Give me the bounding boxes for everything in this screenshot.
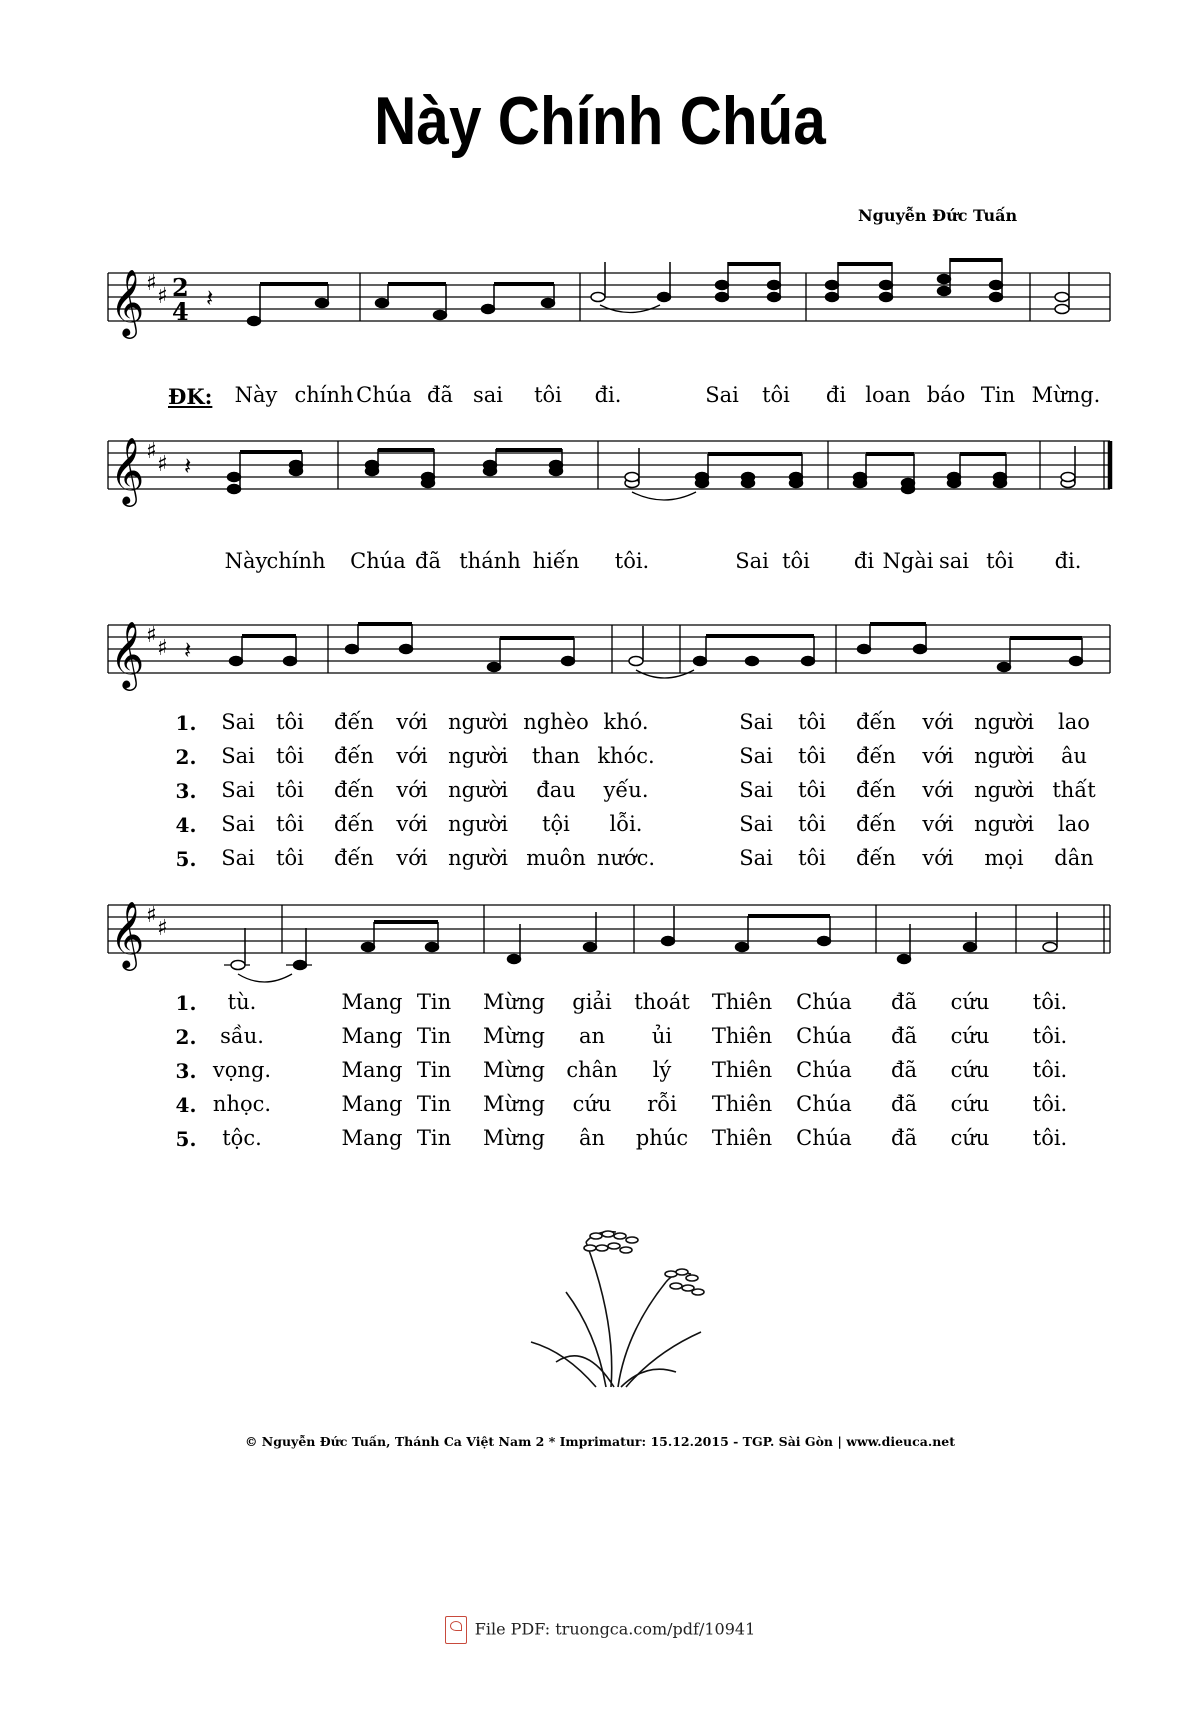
lyric-word: cứu	[572, 1092, 612, 1116]
lyric-word: tôi.	[1032, 990, 1068, 1014]
lyric-word: âu	[1060, 744, 1088, 768]
lyric-word: Chúa	[796, 990, 852, 1014]
treble-clef-icon: 𝄞	[110, 620, 145, 688]
lyric-word: Sai	[221, 812, 255, 836]
lyric-word: Sai	[221, 778, 255, 802]
lyric-word: Sai	[739, 710, 773, 734]
lyric-word: chính	[266, 549, 326, 573]
lyric-word: Thiên	[711, 1024, 773, 1048]
verse-number: 5.	[175, 1127, 197, 1151]
lyric-word: khóc.	[597, 744, 655, 768]
lyric-word: đến	[334, 812, 374, 836]
lyric-word: Sai	[735, 549, 769, 573]
lyric-word: hiến	[532, 549, 580, 573]
lyric-word: báo	[926, 383, 966, 407]
lyric-word: tôi	[986, 549, 1014, 573]
lyric-word: tôi	[798, 744, 826, 768]
lyric-word: muôn	[526, 846, 586, 870]
lyric-word: với	[922, 744, 954, 768]
lyric-word: đi	[853, 549, 875, 573]
lyric-word: tôi	[782, 549, 810, 573]
lyric-word: lỗi.	[609, 812, 643, 836]
lyric-word: lao	[1058, 710, 1090, 734]
lyric-word: người	[974, 710, 1034, 734]
lyric-word: với	[922, 778, 954, 802]
key-sharp-icon: ♯	[146, 903, 157, 928]
key-sharp-icon: ♯	[157, 284, 168, 309]
lyric-word: ân	[578, 1126, 606, 1150]
lyric-word: đã	[891, 1058, 917, 1082]
lyric-word: đã	[891, 1024, 917, 1048]
lyric-word: Ngài	[882, 549, 934, 573]
lyric-word: với	[922, 710, 954, 734]
lyric-word: sai	[938, 549, 970, 573]
lyric-word: cứu	[950, 1126, 990, 1150]
lyric-word: Chúa	[796, 1126, 852, 1150]
lyric-word: Mừng	[483, 1092, 545, 1116]
key-sharp-icon: ♯	[157, 916, 168, 941]
lyric-word: Chúa	[796, 1092, 852, 1116]
lyric-word: tôi	[798, 846, 826, 870]
lyric-word: tôi.	[1032, 1126, 1068, 1150]
lyric-word: với	[396, 778, 428, 802]
lyric-word: chân	[566, 1058, 618, 1082]
lyric-word: Thiên	[711, 1058, 773, 1082]
lyric-word: cứu	[950, 1092, 990, 1116]
staff-system-4	[0, 880, 1200, 990]
lyric-word: đến	[856, 846, 896, 870]
lyric-word: mọi	[984, 846, 1024, 870]
lyric-word: đi.	[594, 383, 622, 407]
lyric-word: Sai	[739, 812, 773, 836]
lyric-word: loan	[865, 383, 911, 407]
verse-number: 1.	[175, 711, 197, 735]
treble-clef-icon: 𝄞	[110, 436, 145, 504]
lyric-word: đi	[825, 383, 847, 407]
lyric-word: tôi	[276, 812, 304, 836]
lyric-word: nghèo	[523, 710, 589, 734]
lyric-word: nhọc.	[212, 1092, 272, 1116]
verse-number: 2.	[175, 745, 197, 769]
lyric-word: người	[974, 812, 1034, 836]
lyric-word: tôi	[798, 778, 826, 802]
lyric-word: đã	[891, 1126, 917, 1150]
lyric-word: Mang	[341, 1092, 403, 1116]
treble-clef-icon: 𝄞	[110, 268, 145, 336]
lyric-word: đau	[536, 778, 576, 802]
verse-number: 3.	[175, 779, 197, 803]
lyric-word: Mừng	[483, 1126, 545, 1150]
verse-number: 3.	[175, 1059, 197, 1083]
pdf-file-icon	[445, 1616, 467, 1644]
lyric-word: thất	[1052, 778, 1096, 802]
lyric-word: người	[974, 778, 1034, 802]
lyric-word: Mang	[341, 990, 403, 1014]
rest-icon: 𝄽	[206, 284, 214, 312]
lyric-word: Chúa	[356, 383, 412, 407]
lyric-word: chính	[294, 383, 354, 407]
key-sharp-icon: ♯	[157, 636, 168, 661]
staff-system-3	[0, 600, 1200, 710]
lyric-word: Sai	[221, 710, 255, 734]
lyric-word: Sai	[739, 846, 773, 870]
lyric-word: tội	[542, 812, 570, 836]
lyric-word: tù.	[227, 990, 257, 1014]
lyric-word: tôi	[762, 383, 790, 407]
song-title: Này Chính Chúa	[374, 83, 826, 159]
lyric-word: than	[531, 744, 581, 768]
lyric-word: lao	[1058, 812, 1090, 836]
lyric-word: với	[396, 846, 428, 870]
lyric-word: Mừng	[483, 990, 545, 1014]
rice-stalk-illustration	[526, 1222, 726, 1392]
lyric-word: phúc	[635, 1126, 689, 1150]
lyric-word: ủi	[651, 1024, 673, 1048]
lyric-word: Mừng	[483, 1058, 545, 1082]
lyric-word: vọng.	[212, 1058, 272, 1082]
key-sharp-icon: ♯	[157, 452, 168, 477]
lyric-word: đến	[856, 710, 896, 734]
verse-number: 2.	[175, 1025, 197, 1049]
pdf-link-row[interactable]	[0, 1616, 1200, 1644]
lyric-word: Chúa	[796, 1024, 852, 1048]
lyric-word: tôi.	[1032, 1058, 1068, 1082]
lyric-word: Chúa	[796, 1058, 852, 1082]
verse-number: 5.	[175, 847, 197, 871]
lyric-word: Thiên	[711, 1126, 773, 1150]
lyric-word: cứu	[950, 990, 990, 1014]
lyric-word: tôi	[276, 744, 304, 768]
lyric-word: với	[396, 710, 428, 734]
pdf-link-text[interactable]: File PDF: truongca.com/pdf/10941	[474, 1619, 756, 1639]
lyric-word: người	[448, 710, 508, 734]
lyric-word: đến	[856, 744, 896, 768]
copyright-footer: © Nguyễn Đức Tuấn, Thánh Ca Việt Nam 2 * Imprimatur: 15.12.2015 - TGP. Sài Gòn | www.dieuca.net	[244, 1434, 956, 1449]
lyric-word: an	[578, 1024, 606, 1048]
lyric-word: giải	[572, 990, 612, 1014]
lyric-word: đã	[891, 990, 917, 1014]
lyric-word: Chúa	[350, 549, 406, 573]
verse-number: 1.	[175, 991, 197, 1015]
key-sharp-icon: ♯	[146, 623, 157, 648]
lyric-word: Sai	[221, 846, 255, 870]
lyric-word: Tin	[416, 1126, 452, 1150]
lyric-word: nước.	[596, 846, 656, 870]
lyric-word: đã	[891, 1092, 917, 1116]
lyric-word: Sai	[705, 383, 739, 407]
lyric-word: người	[448, 812, 508, 836]
lyric-word: Tin	[416, 1092, 452, 1116]
lyric-word: Sai	[739, 744, 773, 768]
rest-icon: 𝄽	[184, 636, 192, 664]
lyric-word: Tin	[416, 990, 452, 1014]
staff-system-1	[0, 248, 1200, 358]
lyric-word: với	[922, 812, 954, 836]
key-sharp-icon: ♯	[146, 271, 157, 296]
lyric-word: lý	[652, 1058, 672, 1082]
lyric-word: đã	[427, 383, 453, 407]
lyric-word: tôi	[276, 710, 304, 734]
time-sig-top: 2	[172, 273, 189, 302]
lyric-word: với	[922, 846, 954, 870]
lyric-word: thoát	[634, 990, 690, 1014]
lyric-word: đã	[415, 549, 441, 573]
lyric-word: tôi	[798, 710, 826, 734]
lyric-word: tôi.	[1032, 1092, 1068, 1116]
lyric-word: cứu	[950, 1058, 990, 1082]
lyric-word: Thiên	[711, 990, 773, 1014]
lyric-word: sầu.	[220, 1024, 264, 1048]
lyric-word: người	[974, 744, 1034, 768]
lyric-word: tôi	[276, 778, 304, 802]
lyric-word: Mang	[341, 1126, 403, 1150]
rest-icon: 𝄽	[184, 452, 192, 480]
verse-number: 4.	[175, 813, 197, 837]
treble-clef-icon: 𝄞	[110, 900, 145, 968]
lyric-word: tôi	[276, 846, 304, 870]
lyric-word: đến	[856, 812, 896, 836]
lyric-word: Tin	[416, 1058, 452, 1082]
lyric-word: người	[448, 846, 508, 870]
lyric-word: Thiên	[711, 1092, 773, 1116]
lyric-word: rỗi	[647, 1092, 677, 1116]
lyric-word: Sai	[221, 744, 255, 768]
lyric-word: Mừng	[483, 1024, 545, 1048]
lyric-word: Mang	[341, 1058, 403, 1082]
lyric-word: tôi	[798, 812, 826, 836]
lyric-word: Sai	[739, 778, 773, 802]
lyric-word: khó.	[603, 710, 649, 734]
lyric-word: Tin	[980, 383, 1016, 407]
lyric-word: đến	[334, 710, 374, 734]
verse-number: 4.	[175, 1093, 197, 1117]
lyric-word: thánh	[459, 549, 521, 573]
lyric-word: với	[396, 744, 428, 768]
lyric-word: cứu	[950, 1024, 990, 1048]
lyric-word: đến	[856, 778, 896, 802]
lyric-word: Mừng.	[1031, 383, 1101, 407]
lyric-word: đến	[334, 778, 374, 802]
staff-system-2	[0, 416, 1200, 526]
time-sig-bottom: 4	[172, 297, 189, 326]
lyric-word: sai	[472, 383, 504, 407]
lyric-word: tôi.	[1032, 1024, 1068, 1048]
lyric-word: người	[448, 778, 508, 802]
lyric-word: tộc.	[222, 1126, 262, 1150]
lyric-word: Tin	[416, 1024, 452, 1048]
lyric-word: đến	[334, 744, 374, 768]
lyric-word: Này	[224, 549, 268, 573]
lyric-word: Mang	[341, 1024, 403, 1048]
lyric-word: yếu.	[603, 778, 649, 802]
lyric-word: tôi.	[614, 549, 650, 573]
refrain-label: ĐK:	[168, 384, 213, 409]
lyric-word: dân	[1054, 846, 1094, 870]
lyric-word: đi.	[1054, 549, 1082, 573]
lyric-word: tôi	[534, 383, 562, 407]
lyric-word: đến	[334, 846, 374, 870]
lyric-word: Này	[234, 383, 278, 407]
key-sharp-icon: ♯	[146, 439, 157, 464]
lyric-word: với	[396, 812, 428, 836]
composer-name: Nguyễn Đức Tuấn	[858, 206, 1018, 225]
lyric-word: người	[448, 744, 508, 768]
